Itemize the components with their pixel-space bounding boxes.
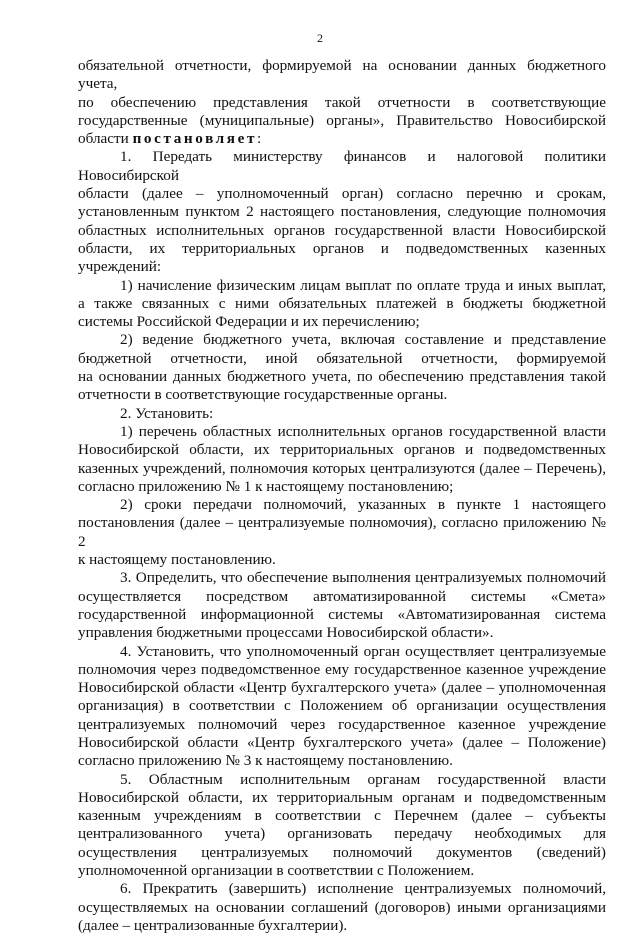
text-line-content: Новосибирской области, их территориальных органов и подведомственных (78, 441, 606, 459)
text-line (78, 752, 606, 770)
text-line-content: 2. Установить: (120, 404, 214, 422)
text-line-content: государственные (муниципальные) органы», Правительство Новосибирской (78, 111, 606, 129)
text-line (78, 478, 606, 496)
text-line-content: по обеспечению представления такой отчетности в соответствующие (78, 93, 606, 111)
text-line-content: государственной информационной системы «Автоматизированная система (78, 605, 606, 623)
text-line (78, 789, 606, 807)
text-line-content: области, их территориальных органов и подведомственных казенных учреждений: (78, 239, 606, 276)
body-text (78, 57, 606, 935)
text-line (78, 295, 606, 313)
text-line-content: согласно приложению № 3 к настоящему постановлению. (78, 752, 453, 770)
text-line (78, 460, 606, 478)
line-tail: : (257, 130, 262, 148)
text-line (78, 588, 606, 606)
text-line (78, 368, 606, 386)
text-line (78, 313, 606, 331)
text-line-content: а также связанных с ними обязательных платежей в бюджеты бюджетной (78, 294, 606, 312)
text-line (78, 277, 606, 295)
text-line-content: осуществляется посредством автоматизированной системы «Смета» (78, 587, 606, 605)
text-line (78, 661, 606, 679)
text-line-content: отчетности в соответствующие государственные органы. (78, 386, 448, 404)
text-line (78, 844, 606, 862)
text-line-content: организация) в соответствии с Положением об организации осуществления (78, 697, 606, 715)
text-line-content: системы Российской Федерации и их перечислению; (78, 313, 420, 331)
text-line-content: на основании данных бюджетного учета, по обеспечению представления такой (78, 368, 606, 386)
text-line (78, 606, 606, 624)
text-line-content: осуществляемых на основании соглашений (договоров) иными организациями (78, 898, 606, 916)
text-line-content: бюджетной отчетности, иной обязательной отчетности, формируемой (78, 349, 606, 367)
text-line-content: уполномоченной организации в соответствии с Положением. (78, 862, 475, 880)
text-line-content: казенным учреждениям в соответствии с Перечнем (далее – субъекты (78, 807, 606, 825)
text-line (78, 94, 606, 112)
text-line-content: постановления (далее – централизуемые полномочия), согласно приложению № 2 (78, 514, 606, 550)
text-line (78, 222, 606, 240)
text-line-content: 5. Областным исполнительным органам государственной власти (120, 770, 606, 788)
text-line-content: 1. Передать министерству финансов и налоговой политики Новосибирской (78, 148, 606, 184)
text-line-content: Новосибирской области, их территориальным органам и подведомственным (78, 788, 606, 806)
text-line (78, 679, 606, 697)
text-line (78, 643, 606, 661)
text-line-content: области (78, 130, 129, 148)
text-line (78, 880, 606, 898)
text-line (78, 734, 606, 752)
text-line-content: 2) ведение бюджетного учета, включая составление и представление (120, 331, 606, 349)
text-line (78, 807, 606, 825)
text-line-content: области (далее – уполномоченный орган) согласно перечню и срокам, (78, 185, 606, 203)
resolution-word: постановляет (132, 130, 258, 148)
text-line (78, 569, 606, 587)
text-line-content: 4. Установить, что уполномоченный орган осуществляет централизуемые (120, 642, 606, 660)
text-line (78, 423, 606, 441)
text-line (78, 899, 606, 917)
text-line-content: казенных учреждений, полномочия которых централизуются (далее – Перечень), (78, 459, 606, 477)
text-line (78, 697, 606, 715)
text-line (78, 130, 606, 148)
text-line (78, 771, 606, 789)
text-line (78, 112, 606, 130)
text-line (78, 496, 606, 514)
text-line-content: установленным пунктом 2 настоящего постановления, следующие полномочия (78, 203, 606, 221)
text-line-content: обязательной отчетности, формируемой на основании данных бюджетного учета, (78, 57, 606, 93)
text-line-content: централизуемых полномочий через государственное казенное учреждение (78, 715, 606, 733)
text-line (78, 331, 606, 349)
text-line-content: 1) перечень областных исполнительных органов государственной власти (120, 422, 606, 440)
text-line (78, 386, 606, 404)
text-line (78, 57, 606, 94)
text-line (78, 148, 606, 185)
text-line (78, 441, 606, 459)
text-line-content: осуществления централизуемых полномочий документов (сведений) (78, 843, 606, 861)
text-line-content: 2) сроки передачи полномочий, указанных в пункте 1 настоящего (120, 496, 606, 514)
text-line-content: централизованного учета) организовать передачу необходимых для (78, 825, 606, 843)
text-line-content: управления бюджетными процессами Новосибирской области». (78, 624, 494, 642)
text-line (78, 203, 606, 221)
text-line-content: 1) начисление физическим лицам выплат по оплате труда и иных выплат, (120, 276, 606, 294)
text-line-content: к настоящему постановлению. (78, 551, 276, 569)
text-line (78, 405, 606, 423)
text-line-content: полномочия через подведомственное ему государственное казенное учреждение (78, 660, 606, 678)
text-line-content: согласно приложению № 1 к настоящему постановлению; (78, 477, 454, 495)
text-line (78, 514, 606, 551)
text-line (78, 350, 606, 368)
text-line (78, 185, 606, 203)
text-line (78, 240, 606, 277)
page-number: 2 (317, 31, 323, 45)
text-line-content: 6. Прекратить (завершить) исполнение централизуемых полномочий, (120, 880, 606, 898)
text-line-content: Новосибирской области «Центр бухгалтерского учета» (далее – Положение) (78, 733, 606, 751)
text-line (78, 551, 606, 569)
text-line (78, 716, 606, 734)
text-line (78, 917, 606, 935)
text-line (78, 624, 606, 642)
text-line-content: областных исполнительных органов государственной власти Новосибирской (78, 221, 606, 239)
text-line (78, 825, 606, 843)
text-line (78, 862, 606, 880)
text-line-content: 3. Определить, что обеспечение выполнения централизуемых полномочий (120, 569, 606, 587)
text-line-content: (далее – централизованные бухгалтерии). (78, 916, 348, 934)
text-line-content: Новосибирской области «Центр бухгалтерского учета» (далее – уполномоченная (78, 679, 606, 697)
